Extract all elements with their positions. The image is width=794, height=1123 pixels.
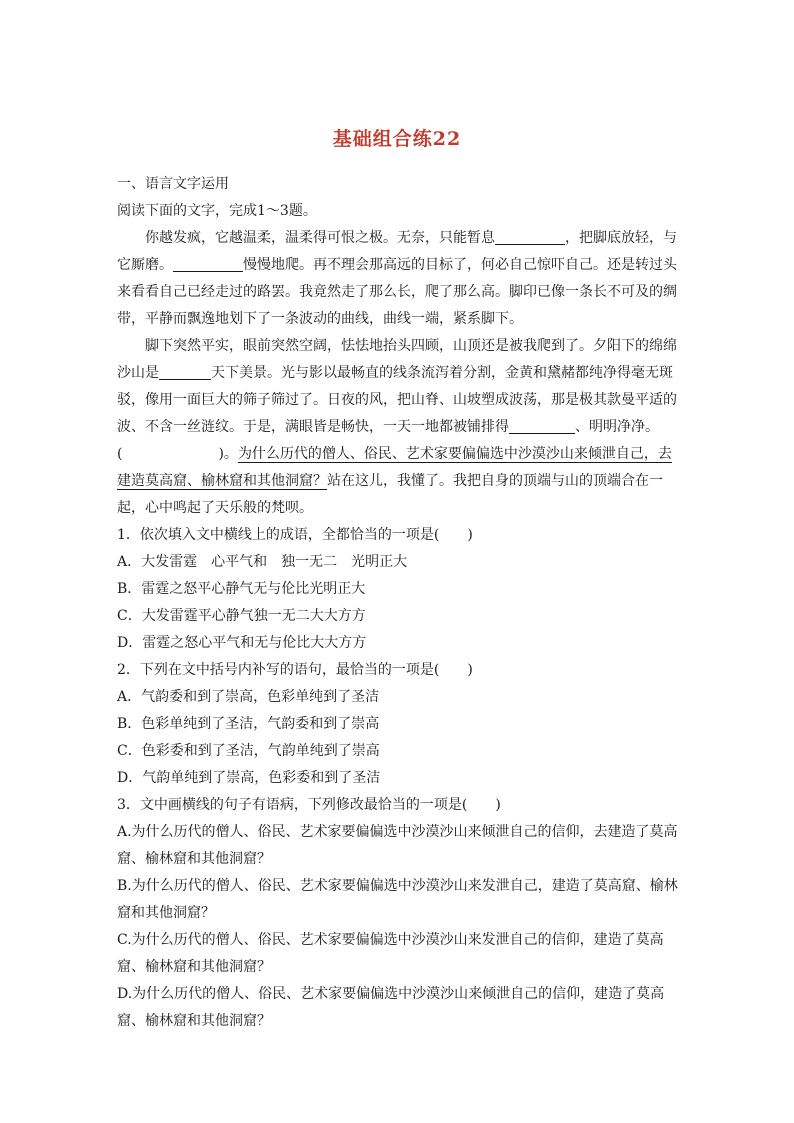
question-stem: 2．下列在文中括号内补写的语句，最恰当的一项是( ): [117, 662, 473, 678]
document-body: [117, 171, 679, 1035]
option-d: D.为什么历代的僧人、俗民、艺术家要偏偏选中沙漠沙山来倾泄自己的信仰，建造了莫高窟、榆林窟和其他洞窟？: [117, 986, 665, 1029]
passage-text: 、明明净净。: [575, 419, 659, 435]
option-a: A．大发雷霆 心平气和 独一无二 光明正大: [117, 554, 408, 570]
option-b: B．雷霆之怒平心静气无与伦比光明正大: [117, 581, 366, 597]
instruction: 阅读下面的文字，完成1～3题。: [117, 203, 317, 219]
passage-paragraph-2: [117, 333, 679, 522]
option-a: A.为什么历代的僧人、俗民、艺术家要偏偏选中沙漠沙山来倾泄自己的信仰，去建造了莫高窟、榆林窟和其他洞窟？: [117, 824, 678, 867]
paren-close: )。: [218, 446, 238, 462]
passage-text: 脚下突然平实，眼前突然空阔，怯怯地抬头四顾，山顶还是被我爬到了。夕阳下的绵绵沙山是: [117, 338, 677, 381]
passage-text: 天下美景。光与影以最畅直的线条流泻着分割，金黄和黛赭都纯净得毫无斑驳，像用一面巨大的筛子筛过了。日夜的风，把山脊、山坡塑成波荡，那是极其款曼平适的波、不含一丝涟纹。于是，满眼皆是畅快，一天一地都被铺排得: [117, 365, 677, 435]
page-title: 基础组合练22: [332, 128, 462, 150]
option-d: D．雷霆之怒心平气和无与伦比大大方方: [117, 635, 367, 651]
underlined-sentence: 为什么历代的僧人、俗民、艺术家要偏偏选中沙漠沙山来倾泄自己，去建造莫高窟、榆林窟和其他洞窟？: [117, 446, 672, 489]
passage-text: 你越发疯，它越温柔，温柔得可恨之极。无奈，只能暂息: [145, 230, 495, 246]
option-d: D．气韵单纯到了崇高，色彩委和到了圣洁: [117, 770, 381, 786]
passage-text: 慢慢地爬。再不理会那高远的目标了，何必自己惊吓自己。还是转过头来看看自己已经走过的路罢。我竟然走了那么长，爬了那么高。脚印已像一条长不可及的绸带，平静而飘逸地划下了一条波动的曲线，曲线一端，紧系脚下。: [117, 257, 677, 327]
option-c: C．大发雷霆平心静气独一无二大大方方: [117, 608, 366, 624]
option-a: A．气韵委和到了崇高，色彩单纯到了圣洁: [117, 689, 380, 705]
option-b: B.为什么历代的僧人、俗民、艺术家要偏偏选中沙漠沙山来发泄自己，建造了莫高窟、榆林窟和其他洞窟？: [117, 878, 678, 921]
option-c: C．色彩委和到了圣洁，气韵单纯到了崇高: [117, 743, 380, 759]
question-1: [117, 522, 679, 657]
option-c: C.为什么历代的僧人、俗民、艺术家要偏偏选中沙漠沙山来发泄自己的信仰，建造了莫高窟、榆林窟和其他洞窟？: [117, 932, 664, 975]
fill-blank-3: [159, 363, 211, 380]
section-heading: 一、语言文字运用: [117, 176, 229, 192]
passage-paragraph-1: [117, 225, 679, 333]
question-3: [117, 792, 679, 1035]
fill-blank-1: [495, 228, 565, 245]
fill-blank-4: [509, 417, 575, 434]
passage-text: 站在这儿，我懂了。我把自身的顶端与山的顶端合在一起，心中鸣起了天乐般的梵呗。: [117, 473, 663, 516]
paren-open: (: [117, 446, 123, 462]
option-b: B．色彩单纯到了圣洁，气韵委和到了崇高: [117, 716, 380, 732]
question-stem: 3．文中画横线的句子有语病，下列修改最恰当的一项是( ): [117, 797, 501, 813]
question-stem: 1．依次填入文中横线上的成语，全都恰当的一项是( ): [117, 527, 473, 543]
question-2: [117, 657, 679, 792]
fill-blank-2: [173, 255, 243, 272]
passage-text: ，把脚底放轻，与它厮磨。: [117, 230, 677, 273]
